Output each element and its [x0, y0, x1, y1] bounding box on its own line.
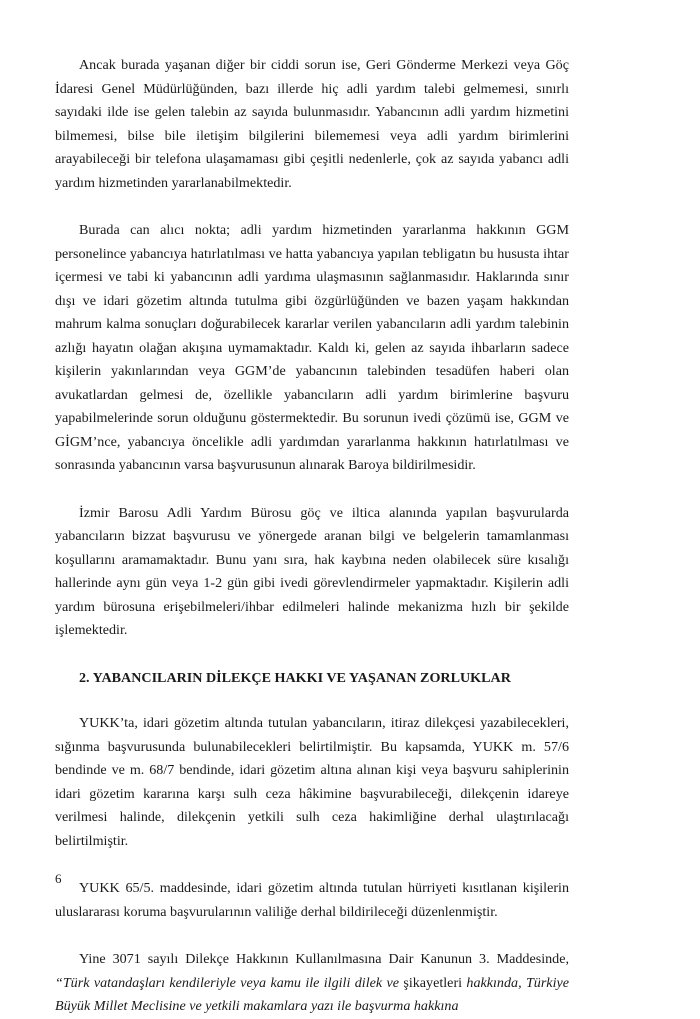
- paragraph-text: Yine 3071 sayılı Dilekçe Hakkının Kullanılmasına Dair Kanunun 3. Maddesinde,: [79, 951, 569, 967]
- page-number: 6: [55, 871, 62, 886]
- paragraph: İzmir Barosu Adli Yardım Bürosu göç ve iltica alanında yapılan başvurularda yabancıların bizzat başvurusu ve yönergede aranan bilgi ve belgelerin tamamlanması koşullarını aramamaktadır. Bunu yanı sıra, hak kaybına neden olabilecek süre kısalığı hallerinde aynı gün veya 1-2 gün gibi ivedi görevlendirmeler yapmaktadır. Kişilerin adli yardım bürosuna erişebilmeleri/ihbar edilmeleri halinde mekanizma hızlı bir şekilde işlemektedir.: [55, 504, 569, 638]
- paragraph: Burada can alıcı nokta; adli yardım hizmetinden yararlanma hakkının GGM personelince yabancıya hatırlatılması ve hatta yabancıya yapılan tebligatın bu hususta ihtar içermesi ve tabi ki yabancının adli yardıma ulaşmasının sağlanmasıdır. Haklarında sınır dışı ve idari gözetim altında tutulma gibi özgürlüğünden ve bazen yaşam hakkından mahrum kalma sonuçları doğurabilecek kararlar verilen yabancıların adli yardım talebinin azlığı hayatın olağan akışına uymamaktadır. Kaldı ki, gelen az sayıda ihbarların sadece kişilerin yakınlarından veya GGM’de yabancının talebinden tesadüfen haberi olan avukatlardan gelmesi de, özellikle yabancıların adli yardım birimlerine başvuru yapabilmelerinde sorun olduğunu göstermektedir. Bu sorunun ivedi çözümü ise, GGM ve GİGM’nce, yabancıya öncelikle adli yardımdan yararlanma hakkının hatırlatılması ve sonrasında yabancının varsa başvurusunun alınarak Baroya bildirilmesidir.: [55, 222, 569, 473]
- page-body: [55, 54, 569, 1019]
- paragraph: Ancak burada yaşanan diğer bir ciddi sorun ise, Geri Gönderme Merkezi veya Göç İdaresi Genel Müdürlüğünden, bazı illerde hiç adli yardım talebi gelmemesi, sınırlı sayıdaki ilde ise gelen talebin az sayıda bulunmasıdır. Yabancının adli yardım hizmetini bilmemesi, bilse bile iletişim bilgilerini bilememesi veya adli yardım birimlerini arayabileceği bir telefona ulaşamaması gibi çeşitli nedenlerle, çok az sayıda yabancı adli yardım hizmetinden yararlanabilmektedir.: [55, 57, 569, 191]
- paragraph: YUKK’ta, idari gözetim altında tutulan yabancıların, itiraz dilekçesi yazabilecekleri, sığınma başvurusunda bulunabilecekleri belirtilmiştir. Bu kapsamda, YUKK m. 57/6 bendinde ve m. 68/7 bendinde, idari gözetim altına alınan kişi veya başvuru sahiplerinin idari gözetim kararına karşı sulh ceza hâkimine başvurabileceği, dilekçenin idareye verilmesi halinde, dilekçenin yetkili sulh ceza hakimliğine derhal ulaştırılacağı belirtilmiştir.: [55, 715, 569, 849]
- section-heading: 2. YABANCILARIN DİLEKÇE HAKKI VE YAŞANAN ZORLUKLAR: [79, 669, 511, 686]
- paragraph: YUKK 65/5. maddesinde, idari gözetim altında tutulan hürriyeti kısıtlanan kişilerin uluslararası koruma başvurularının valiliğe derhal bildirileceği düzenlenmiştir.: [55, 880, 569, 920]
- paragraph-text: şikayetleri: [399, 974, 467, 991]
- quoted-law-text: “Türk vatandaşları kendileriyle veya kamu ile ilgili dilek ve: [55, 974, 399, 991]
- paragraph-with-quote: [55, 948, 569, 1019]
- quoted-law-text: hakkında, Türkiye Büyük Millet Meclisine ve yetkili makamlara yazı ile başvurma hakkına: [55, 974, 569, 1014]
